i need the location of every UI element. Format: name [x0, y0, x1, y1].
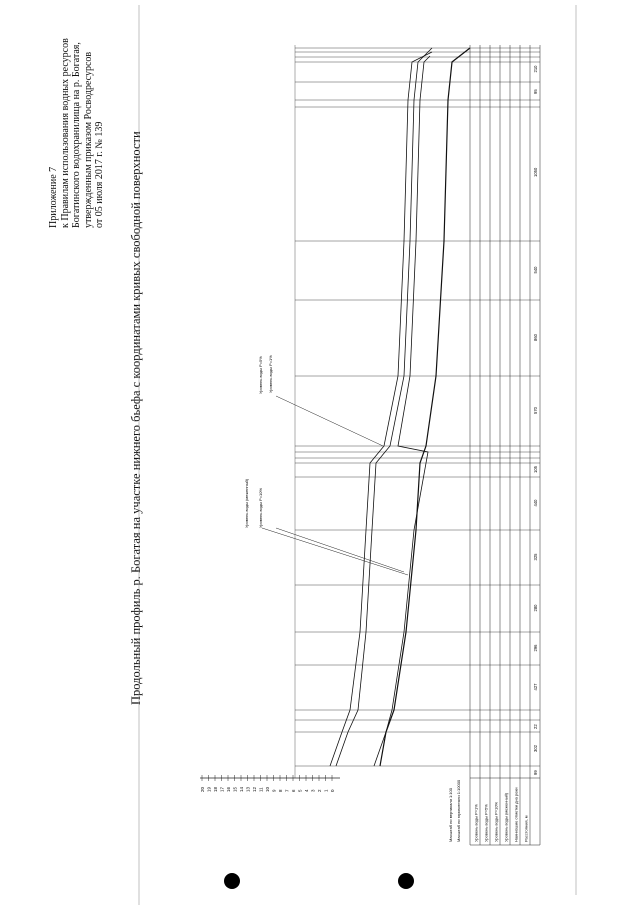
distance-value: 440	[533, 499, 538, 507]
table-row-label: Уровень воды P=1%	[473, 804, 479, 842]
scale-label: Масштаб по горизонтали 1:10000	[456, 779, 461, 842]
axis-tick-label: 18	[213, 786, 218, 792]
appendix-line: от 05 июля 2017 г. № 139	[94, 121, 105, 228]
axis-tick-label: 7	[284, 789, 290, 792]
axis-tick-label: 11	[258, 787, 264, 792]
axis-tick-label: 12	[252, 786, 257, 792]
axis-tick-label: 6	[291, 789, 296, 792]
leader-line	[276, 528, 404, 572]
table-row-label: Уровень воды P=5%	[483, 804, 489, 842]
water-level-curve	[330, 52, 432, 766]
curve-label: Уровень воды (меженный)	[244, 478, 249, 528]
table-row-label: Наинизшие отметки дна реки	[513, 787, 519, 842]
axis-tick-label: 2	[317, 789, 322, 792]
distance-value: 427	[533, 683, 538, 691]
table-row-label: Уровень воды (меженный)	[503, 792, 509, 842]
distance-value: 210	[533, 65, 538, 73]
appendix-line: Богатинского водохранилища на р. Богатая,	[71, 42, 82, 228]
axis-tick-label: 16	[226, 786, 231, 792]
axis-tick-label: 14	[239, 786, 244, 792]
scale-labels	[448, 779, 461, 842]
punch-hole	[398, 873, 414, 889]
water-level-curves	[244, 48, 470, 766]
data-table	[470, 45, 540, 845]
curve-label: Уровень воды P=5%	[258, 356, 263, 394]
punch-hole	[224, 873, 240, 889]
elevation-axis	[200, 775, 340, 792]
distance-value: 302	[533, 745, 538, 752]
table-row-label: Уровень воды P=10%	[493, 801, 499, 842]
curve-label: Уровень воды P=10%	[258, 487, 263, 528]
distance-value: 860	[533, 334, 538, 341]
appendix-line: Приложение 7	[48, 166, 59, 228]
distance-value: 280	[533, 604, 538, 612]
axis-tick-label: 17	[219, 786, 225, 792]
axis-tick-label: 4	[304, 789, 309, 792]
leader-line	[276, 396, 383, 446]
water-level-curve	[380, 48, 470, 766]
leader-line	[262, 528, 408, 575]
axis-tick-label: 15	[232, 786, 238, 792]
axis-tick-label: 8	[278, 789, 283, 792]
axis-tick-label: 10	[265, 786, 270, 792]
distance-value: 296	[533, 644, 538, 652]
appendix-line: к Правилам использования водных ресурсов	[59, 38, 71, 228]
axis-tick-label: 9	[271, 789, 277, 792]
distance-value: 22	[533, 724, 538, 729]
profile-grid	[295, 45, 540, 778]
axis-tick-label: 13	[245, 786, 251, 792]
water-level-curve	[336, 48, 432, 766]
profile-title: Продольный профиль р. Богатая на участке нижнего бьефа с координатами кривых свободной поверхности	[129, 131, 143, 705]
axis-tick-label: 20	[200, 786, 205, 792]
distance-value: 99	[533, 770, 538, 775]
distance-value: 1050	[533, 167, 538, 177]
axis-tick-label: 3	[310, 789, 316, 792]
distance-value: 95	[533, 89, 538, 94]
distance-value: 570	[533, 407, 538, 414]
table-row-label: Расстояния, м	[523, 815, 529, 842]
curve-label: Уровень воды P=1%	[268, 355, 273, 393]
distance-value: 325	[533, 553, 538, 561]
appendix-line: утвержденным приказом Росводресурсов	[82, 51, 94, 228]
axis-tick-label: 1	[323, 789, 329, 792]
axis-tick-label: 19	[206, 786, 212, 792]
distance-value: 105	[533, 466, 538, 473]
scale-label: Масштаб по вертикали 1:100	[448, 788, 453, 842]
axis-tick-label: 0	[330, 789, 335, 792]
axis-tick-label: 5	[297, 789, 303, 792]
distance-value: 540	[533, 266, 538, 274]
